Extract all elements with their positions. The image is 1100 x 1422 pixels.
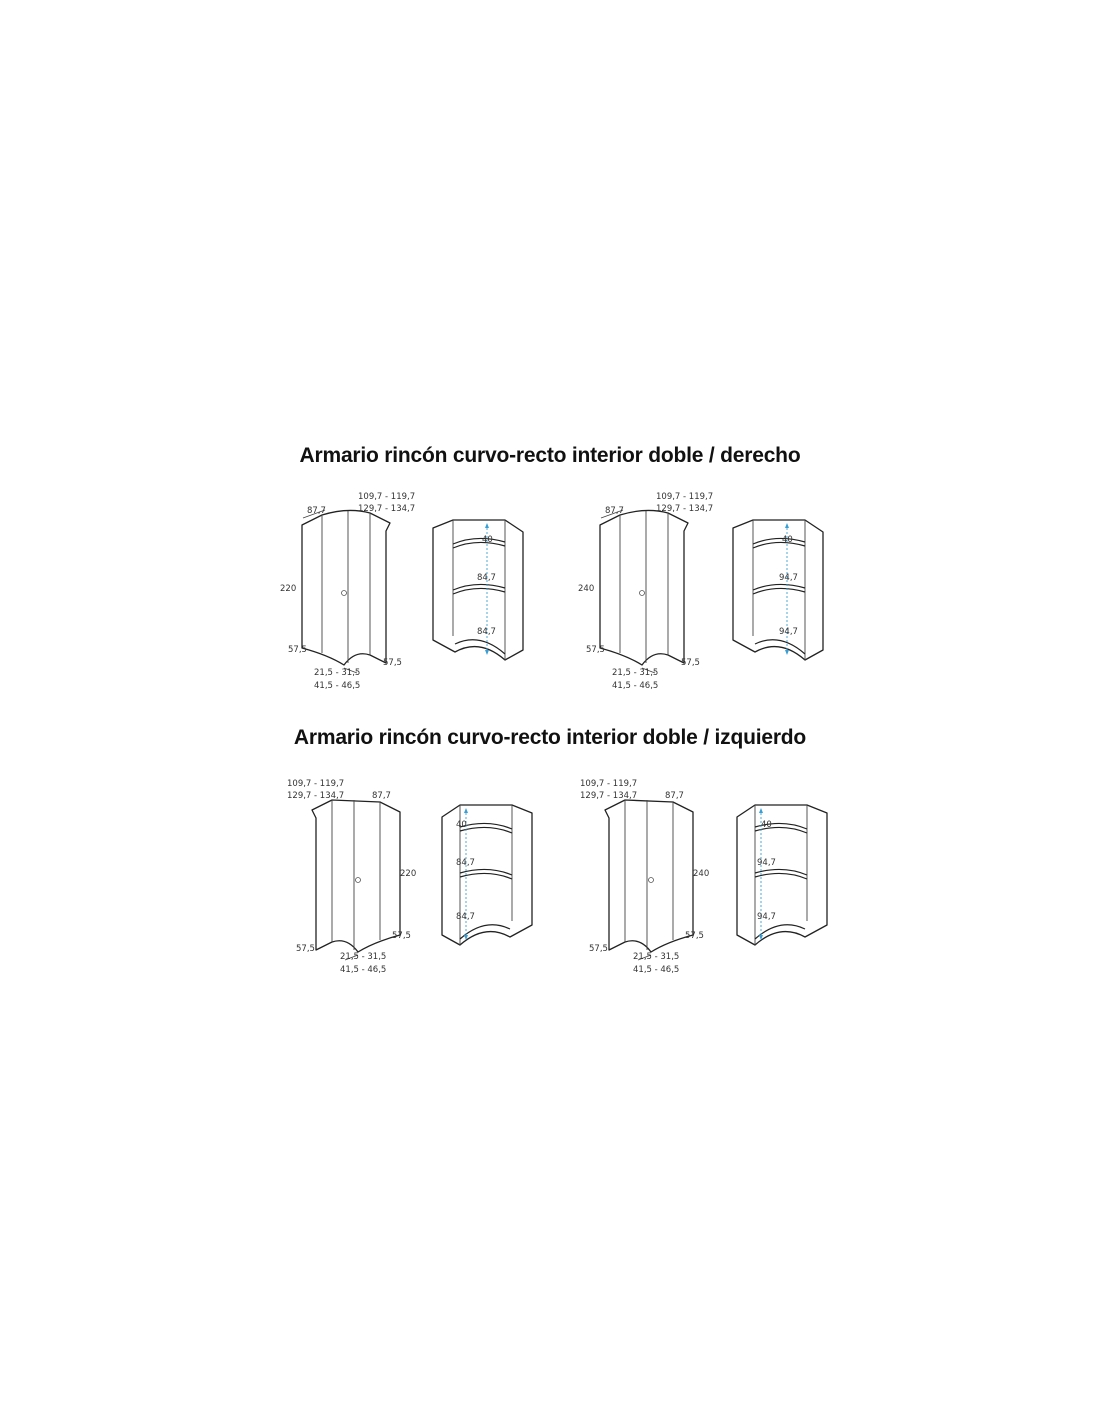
dim-top-right-1: 109,7 - 119,7 (358, 492, 416, 502)
dim-top-left: 87,7 (605, 506, 624, 516)
dim-height: 220 (280, 584, 297, 594)
section-title-izquierdo: Armario rincón curvo-recto interior doble / izquierdo (293, 726, 807, 749)
dim-top-left: 87,7 (307, 506, 326, 516)
dim-base-left: 57,5 (296, 944, 315, 954)
dim-top-right-2: 129,7 - 134,7 (656, 504, 714, 514)
dim-interior-1: 40 (782, 535, 793, 545)
dim-base-right: 57,5 (392, 931, 411, 941)
dim-base-left: 57,5 (586, 645, 605, 655)
dim-top-right-2: 129,7 - 134,7 (358, 504, 416, 514)
dim-front-1: 21,5 - 31,5 (340, 952, 387, 962)
dim-top-right: 87,7 (372, 791, 391, 801)
dim-base-right: 57,5 (681, 658, 700, 668)
exterior-view-derecho-240 (568, 485, 718, 695)
dim-front-2: 41,5 - 46,5 (633, 965, 680, 975)
dim-interior-3: 94,7 (757, 912, 776, 922)
dim-height: 220 (400, 869, 417, 879)
interior-view-izquierdo-240 (725, 795, 835, 955)
dim-top-right-1: 109,7 - 119,7 (656, 492, 714, 502)
dim-top-left-2: 129,7 - 134,7 (580, 791, 638, 801)
exterior-view-izquierdo-240 (575, 772, 725, 982)
dim-height: 240 (578, 584, 595, 594)
dim-interior-2: 94,7 (757, 858, 776, 868)
section-title-derecho: Armario rincón curvo-recto interior doble / derecho (299, 444, 801, 467)
interior-view-izquierdo-220 (430, 795, 540, 955)
dim-height: 240 (693, 869, 710, 879)
interior-view-derecho-220 (425, 510, 535, 670)
dim-front-2: 41,5 - 46,5 (340, 965, 387, 975)
dim-base-left: 57,5 (589, 944, 608, 954)
dim-base-right: 57,5 (383, 658, 402, 668)
dim-base-left: 57,5 (288, 645, 307, 655)
dim-front-1: 21,5 - 31,5 (633, 952, 680, 962)
dim-interior-2: 84,7 (456, 858, 475, 868)
dim-base-right: 57,5 (685, 931, 704, 941)
dim-interior-1: 40 (761, 820, 772, 830)
dim-interior-3: 84,7 (456, 912, 475, 922)
dim-top-left-1: 109,7 - 119,7 (287, 779, 345, 789)
dim-front-1: 21,5 - 31,5 (612, 668, 659, 678)
exterior-view-derecho-220 (270, 485, 420, 695)
dim-top-left-2: 129,7 - 134,7 (287, 791, 345, 801)
exterior-view-izquierdo-220 (282, 772, 432, 982)
dim-front-1: 21,5 - 31,5 (314, 668, 361, 678)
dim-interior-2: 94,7 (779, 573, 798, 583)
dim-top-right: 87,7 (665, 791, 684, 801)
dim-interior-1: 40 (456, 820, 467, 830)
dim-interior-1: 40 (482, 535, 493, 545)
dim-front-2: 41,5 - 46,5 (314, 681, 361, 691)
dim-top-left-1: 109,7 - 119,7 (580, 779, 638, 789)
dim-interior-3: 94,7 (779, 627, 798, 637)
dim-interior-3: 84,7 (477, 627, 496, 637)
interior-view-derecho-240 (725, 510, 835, 670)
dim-interior-2: 84,7 (477, 573, 496, 583)
dim-front-2: 41,5 - 46,5 (612, 681, 659, 691)
